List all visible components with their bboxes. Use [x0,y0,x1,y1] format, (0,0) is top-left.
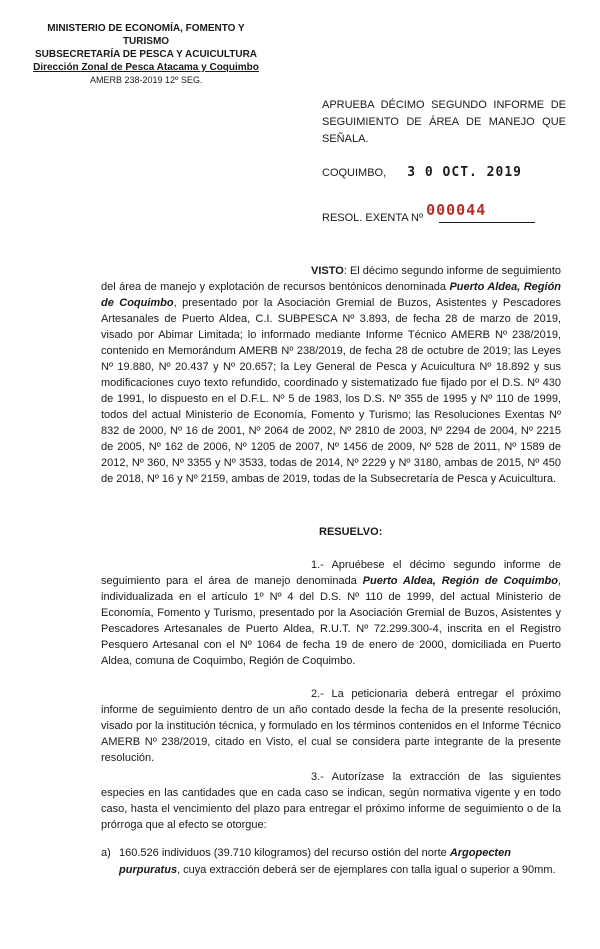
item-2-text: 2.- La peticionaria deberá entregar el próximo informe de seguimiento dentro de un año contado desde la fecha de la presente resolución, visado por la institución técnica, y formulado en los términos contenidos en el Informe Técnico AMERB Nº 238/2019, citado en Visto, el cual se considera parte integrante de la presente resolución. [101,688,561,764]
item-a-text-2: , cuya extracción deberá ser de ejemplares con talla igual o superior a 90mm. [177,864,556,876]
item-a-body [119,845,561,879]
item-a-label: a) [101,847,111,859]
date-stamp: 3 0 OCT. 2019 [407,165,522,180]
visto-label: VISTO [311,265,344,277]
item-3-text: 3.- Autorízase la extracción de las siguientes especies en las cantidades que en cada caso se indican, según normativa vigente y en todo caso, hasta el vencimiento del plazo para entregar el próximo informe de seguimiento o de la prórroga que al efecto se otorgue: [101,771,561,831]
item-2-paragraph [101,686,561,766]
item-1-text-2: , individualizada en el artículo 1º Nº 4 del D.S. Nº 110 de 1999, del actual Ministerio de Economía, Fomento y Turismo, presentado por la Asociación Gremial de Buzos, Asistentes y Pescadores Artesanales de Puerto Aldea, R.U.T. Nº 72.299.300-4, inscrita en el Registro Pesquero Artesanal con el Nº 1064 de fecha 19 de enero de 2000, domiciliada en Puerto Aldea, comuna de Coquimbo, Región de Coquimbo. [101,575,561,667]
resolution-label: RESOL. EXENTA Nº [322,212,424,224]
ministry-name: MINISTERIO DE ECONOMÍA, FOMENTO Y TURISMO [47,23,245,47]
item-1-paragraph [101,557,561,669]
item-1-text-1: 1.- Apruébese el décimo segundo informe de seguimiento para el área de manejo denominada [101,559,561,587]
item-a-paragraph [101,845,561,879]
resolution-number-underline [439,222,535,223]
resolution-number-line [322,201,535,225]
resuelvo-heading: RESUELVO: [319,526,383,538]
file-reference: AMERB 238-2019 12º SEG. [90,75,203,85]
item-a-text-1: 160.526 individuos (39.710 kilogramos) del recurso ostión del norte [119,847,450,859]
item-a-species-name: Argopecten purpuratus [119,847,511,876]
undersecretariat-name: SUBSECRETARÍA DE PESCA Y ACUICULTURA [34,49,258,60]
item-1-area-name: Puerto Aldea, Región de Coquimbo [362,575,558,587]
visto-area-name: Puerto Aldea, Región de Coquimbo [101,281,562,309]
visto-paragraph [101,263,561,487]
document-title: APRUEBA DÉCIMO SEGUNDO INFORME DE SEGUIMIENTO DE ÁREA DE MANEJO QUE SEÑALA. [322,99,566,145]
item-3-paragraph [101,769,561,833]
resolution-number-stamp: 000044 [426,201,487,219]
city-label: COQUIMBO, [322,167,387,179]
visto-text-1: : El décimo segundo informe de seguimiento del área de manejo y explotación de recursos bentónicos denominada [101,265,561,293]
letterhead [26,22,266,87]
visto-text-2: , presentado por la Asociación Gremial de Buzos, Asistentes y Pescadores Artesanales de Puerto Aldea, C.I. SUBPESCA Nº 3.893, de fecha 28 de marzo de 2019, visado por Abimar Limitada; lo informado mediante Informe Técnico AMERB Nº 238/2019, contenido en Memorándum AMERB Nº 238/2019, de fecha 28 de octubre de 2019; las Leyes Nº 19.880, Nº 20.437 y Nº 20.657; la Ley General de Pesca y Acuicultura Nº 18.892 y sus modificaciones cuyo texto refundido, coordinado y sistematizado fue fijado por el D.S. Nº 430 de 1991, lo dispuesto en el D.F.L. Nº 5 de 1983, los D.S. Nº 355 de 1995 y Nº 110 de 1999, todos del actual Ministerio de Economía, Fomento y Turismo; las Resoluciones Exentas Nº 832 de 2000, Nº 16 de 2001, Nº 2064 de 2002, Nº 2810 de 2003, Nº 2294 de 2004, Nº 2215 de 2005, Nº 162 de 2006, Nº 1205 de 2007, Nº 1456 de 2009, Nº 528 de 2011, Nº 1589 de 2012, Nº 360, Nº 3355 y Nº 3533, todas de 2014, Nº 2229 y Nº 3180, ambas de 2015, Nº 450 de 2018, Nº 16 y Nº 2159, ambas de 2019, todas de la Subsecretaría de Pesca y Acuicultura. [101,297,561,485]
date-line [322,165,522,180]
zonal-direction-name: Dirección Zonal de Pesca Atacama y Coquimbo [33,62,259,73]
